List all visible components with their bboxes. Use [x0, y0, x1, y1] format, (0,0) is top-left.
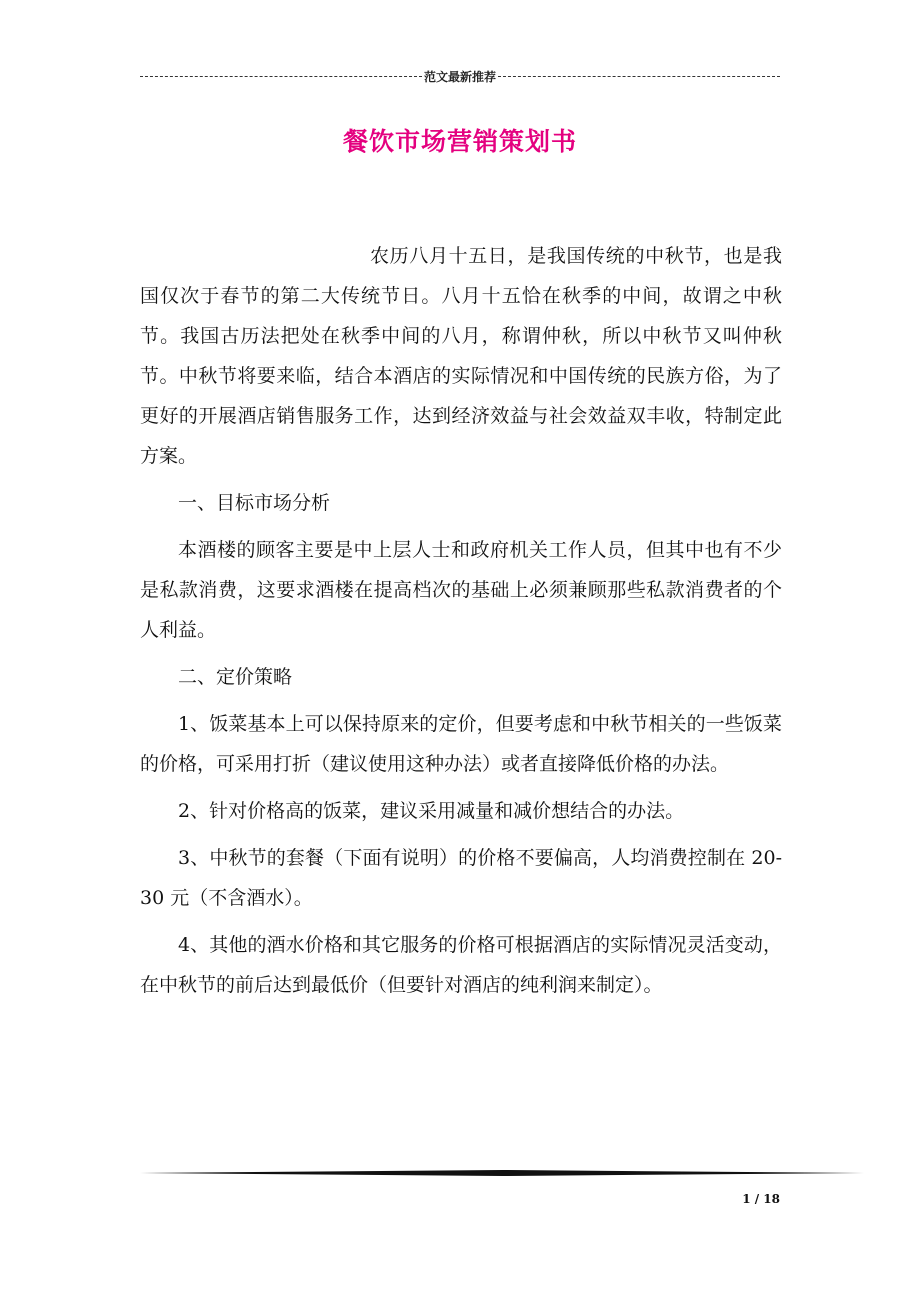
pricing-item-1: 1、饭菜基本上可以保持原来的定价，但要考虑和中秋节相关的一些饭菜的价格，可采用打折（建议使用这种办法）或者直接降低价格的办法。 — [140, 713, 782, 775]
pricing-item-2: 2、针对价格高的饭菜，建议采用减量和减价想结合的办法。 — [178, 800, 685, 822]
page-number: 1 / 18 — [742, 1192, 780, 1206]
pricing-item-4: 4、其他的酒水价格和其它服务的价格可根据酒店的实际情况灵活变动，在中秋节的前后达到最低价（但要针对酒店的纯利润来制定）。 — [140, 934, 782, 996]
document-title: 餐饮市场营销策划书 — [342, 127, 577, 156]
pricing-item-3: 3、中秋节的套餐（下面有说明）的价格不要偏高，人均消费控制在 20-30 元（不含酒水）。 — [140, 847, 782, 909]
header-dash-left — [140, 76, 422, 77]
header-dash-right — [498, 76, 780, 77]
document-body — [140, 236, 782, 1012]
paragraph-target-market: 本酒楼的顾客主要是中上层人士和政府机关工作人员，但其中也有不少是私款消费，这要求酒楼在提高档次的基础上必须兼顾那些私款消费者的个人利益。 — [140, 539, 782, 641]
page-header — [140, 68, 780, 85]
section-heading-pricing: 二、定价策略 — [178, 666, 293, 688]
header-label: 范文最新推荐 — [424, 70, 497, 84]
footer-rule — [140, 1170, 864, 1176]
intro-paragraph: 农历八月十五日，是我国传统的中秋节，也是我国仅次于春节的第二大传统节日。八月十五恰在秋季的中间，故谓之中秋节。我国古历法把处在秋季中间的八月，称谓仲秋，所以中秋节又叫仲秋节。中秋节将要来临，结合本酒店的实际情况和中国传统的民族方俗，为了更好的开展酒店销售服务工作，达到经济效益与社会效益双丰收，特制定此方案。 — [140, 245, 782, 467]
section-heading-target-market: 一、目标市场分析 — [178, 492, 331, 514]
